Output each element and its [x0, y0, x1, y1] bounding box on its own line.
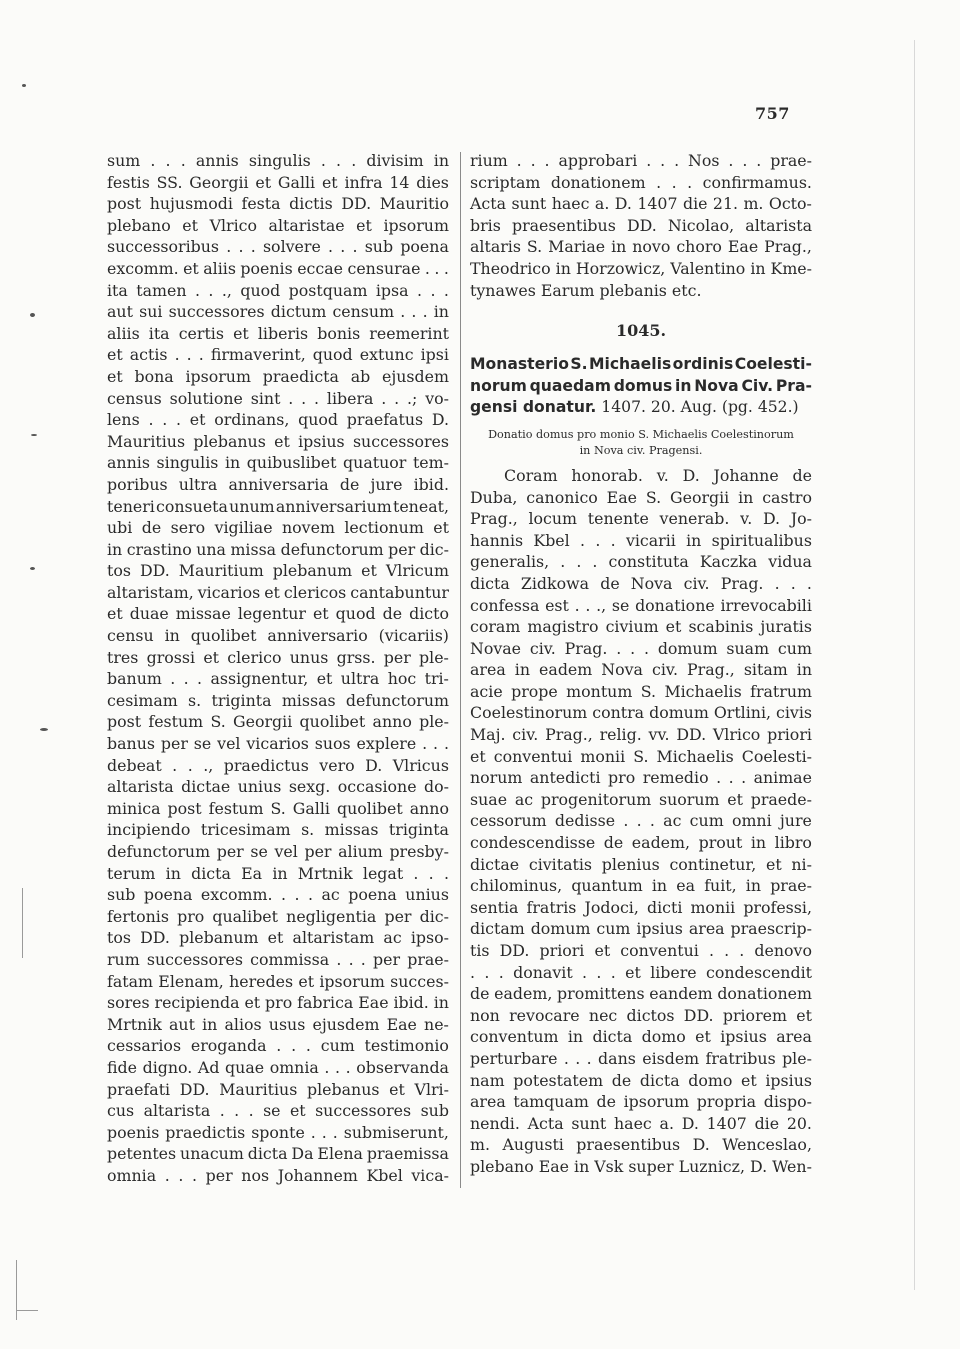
text-line: cessarios eroganda . . . cum testimonio — [107, 1036, 449, 1056]
text-line: et duae missae legentur et quod de dicto — [107, 604, 449, 624]
text-line: cesimam s. triginta missas defunctorum — [107, 690, 449, 710]
text-line: plebano Eae in Vsk super Luznicz, D. Wen- — [470, 1156, 812, 1176]
text-line: poribus ultra anniversaria de jure ibid. — [107, 474, 449, 494]
text-line: aliis ita certis et liberis bonis reemerint — [107, 323, 449, 343]
text-line: omnia . . . per nos Johannem Kbel vica- — [107, 1165, 449, 1185]
document-heading — [470, 354, 812, 419]
document-body — [470, 465, 812, 1178]
text-line: rum successores commissa . . . per prae- — [107, 949, 449, 969]
text-line: dicta Zidkowa de Nova civ. Prag. . . . — [470, 573, 812, 593]
text-line: Coelestinorum contra domum Ortlini, civis — [470, 703, 812, 723]
text-line: conventum in dicta domo et ipsius area — [470, 1027, 812, 1047]
text-line: in crastino una missa defunctorum per dic- — [107, 539, 449, 559]
text-line: cessorum dedisse . . . ac cum omni jure — [470, 811, 812, 831]
text-line: fertonis pro qualibet negligentia per dic- — [107, 906, 449, 926]
scan-edge-line — [914, 40, 915, 1290]
text-line: poenis praedictis sponte . . . submiserunt, — [107, 1122, 449, 1142]
column-divider — [460, 152, 461, 1188]
scan-edge-line — [16, 1260, 17, 1320]
summary-line: in Nova civ. Pragensi. — [579, 443, 703, 457]
text-line: nam potestatem de dicta domo et ipsius — [470, 1070, 812, 1090]
text-line: dictam domum cum ipsius area praescrip- — [470, 919, 812, 939]
text-line: norum antedicti pro remedio . . . animae — [470, 768, 812, 788]
text-line: et actis . . . firmaverint, quod extunc ipsi — [107, 345, 449, 365]
text-line: nendi. Acta sunt haec a. D. 1407 die 20. — [470, 1113, 812, 1133]
text-line: tis DD. priori et conventui . . . denovo — [470, 941, 812, 960]
scan-edge-line — [16, 1310, 38, 1311]
text-line: tos DD. Mauritium plebanum et Vlricum — [107, 561, 449, 581]
text-line: Coram honorab. v. D. Johanne de — [504, 465, 812, 485]
text-line: sentia fratris Jodoci, dicti monii professi, — [470, 897, 812, 917]
text-line: census solutione sint . . . libera . . .; vo- — [107, 388, 449, 408]
text-line: debeat . . ., praedictus vero D. Vlricus — [107, 755, 449, 775]
heading-bold-part: gensi donatur. — [470, 398, 597, 417]
text-line: altaris S. Mariae in novo choro Eae Prag., — [470, 237, 812, 257]
text-line: post hujusmodi festa dictis DD. Mauritio — [107, 194, 449, 214]
text-line: Novae civ. Prag. . . . domum suam cum — [470, 638, 812, 658]
heading-line: norum quaedam domus in Nova Civ. Pra- — [470, 376, 812, 395]
scan-speck — [30, 313, 35, 317]
text-line: Theodrico in Horzowicz, Valentino in Kme- — [470, 258, 812, 278]
text-line: sores recipienda et pro fabrica Eae ibid. in — [107, 993, 449, 1013]
page-number: 757 — [755, 104, 790, 123]
text-line: chilominus, quantum in ea fuit, in prae- — [470, 876, 812, 896]
text-line: Duba, canonico Eae S. Georgii in castro — [470, 487, 812, 507]
document-summary — [470, 427, 812, 459]
summary-line: Donatio domus pro monio S. Michaelis Coelestinorum — [488, 427, 794, 441]
text-line: successoribus . . . solvere . . . sub poena — [107, 237, 449, 257]
text-line: . . . donavit . . . et libere condescendit — [470, 962, 812, 982]
text-line: Maj. civ. Prag., relig. vv. DD. Vlrico priori — [470, 725, 812, 745]
text-line: excomm. et aliis poenis eccae censurae . . . — [107, 258, 449, 278]
text-line: sub poena excomm. . . . ac poena unius — [107, 885, 449, 905]
text-line: non revocare nec dictos DD. priorem et — [470, 1005, 812, 1025]
scan-speck — [30, 567, 35, 570]
document-number: 1045. — [615, 321, 667, 341]
text-line: fatam Elenam, heredes et ipsorum succes- — [107, 971, 449, 991]
text-line: m. Augusti praesentibus D. Wenceslao, — [470, 1135, 812, 1155]
text-line: defunctorum per se vel per alium presby- — [107, 842, 449, 861]
heading-line: Monasterio S. Michaelis ordinis Coelesti- — [470, 355, 812, 374]
scan-speck — [22, 84, 26, 87]
previous-document-ending — [470, 150, 812, 301]
text-line: de eadem, promittens eandem donationem — [470, 984, 812, 1004]
text-line: minica post festum S. Galli quolibet anno — [107, 798, 449, 818]
text-line: bris praesentibus DD. Nicolao, altarista — [470, 215, 812, 235]
text-line: festis SS. Georgii et Galli et infra 14 dies — [107, 172, 449, 192]
left-column — [107, 150, 449, 1187]
text-line: tos DD. plebanum et altaristam ac ipso- — [107, 928, 449, 948]
text-line: scriptam donationem . . . confirmamus. — [470, 172, 812, 192]
scan-speck — [40, 728, 48, 731]
text-line: sum . . . annis singulis . . . divisim in — [107, 151, 449, 170]
text-line: lens . . . et ordinans, quod praefatus D. — [107, 410, 449, 430]
text-line: generalis, . . . constituta Kaczka vidua — [470, 552, 812, 572]
text-line: altaristam, vicarios et clericos cantabuntur — [107, 582, 449, 602]
text-line: dictae civitatis plenius continetur, et ni- — [470, 854, 812, 874]
text-line: ubi de sero vigiliae novem lectionum et — [107, 518, 449, 538]
heading-date: 1407. 20. Aug. (pg. 452.) — [596, 398, 799, 417]
text-line: suae ac progenitorum suorum et praede- — [470, 789, 812, 809]
text-line: hannis Kbel . . . vicarii in spiritualibus — [470, 530, 812, 550]
text-line: ita tamen . . ., quod postquam ipsa . . . — [107, 280, 449, 300]
text-line: rium . . . approbari . . . Nos . . . prae- — [470, 151, 812, 170]
right-column — [470, 150, 812, 1178]
text-line: coram magistro civium et scabinis juratis — [470, 617, 812, 637]
text-line: Mauritius plebanus et ipsius successores — [107, 431, 449, 451]
text-line: cus altarista . . . se et successores sub — [107, 1101, 449, 1121]
text-line: confessa est . . ., se donatione irrevocabili — [470, 595, 812, 615]
text-line: et bona ipsorum praedicta ab ejusdem — [107, 366, 449, 386]
text-line: altarista dictae unius sexg. occasione do- — [107, 777, 449, 797]
text-line: petentes unacum dicta Da Elena praemissa — [107, 1144, 449, 1164]
text-line: et conventui monii S. Michaelis Coelesti- — [470, 746, 812, 766]
text-line: teneri consueta unum anniversarium teneat, — [107, 496, 449, 516]
text-line: area tamquam de ipsorum propria dispo- — [470, 1092, 812, 1112]
text-line: banum . . . assignentur, et ultra hoc tri- — [107, 669, 449, 689]
text-line: incipiendo tricesimam s. missas triginta — [107, 820, 449, 840]
scan-speck — [31, 434, 37, 436]
text-line: banus per se vel vicarios suos explere . . . — [107, 734, 449, 754]
text-line: Acta sunt haec a. D. 1407 die 21. m. Octo- — [470, 194, 812, 214]
text-line: tynawes Earum plebanis etc. — [470, 280, 702, 300]
text-line: Mrtnik aut in alios usus ejusdem Eae ne- — [107, 1014, 449, 1034]
scan-edge-line — [22, 888, 23, 958]
text-line: annis singulis in quibuslibet quatuor tem- — [107, 453, 449, 473]
text-line: perturbare . . . dans eisdem fratribus ple- — [470, 1048, 812, 1068]
text-line: acie prope montum S. Michaelis fratrum — [470, 681, 812, 701]
text-line: censu in quolibet anniversario (vicariis) — [107, 626, 449, 646]
text-line: tres grossi et clerico unus grss. per ple- — [107, 647, 449, 667]
text-line: Prag., locum tenente venerab. v. D. Jo- — [470, 509, 812, 529]
heading-line — [470, 397, 812, 419]
text-line: plebano et Vlrico altaristae et ipsorum — [107, 215, 449, 235]
text-line: area in eadem Nova civ. Prag., sitam in — [470, 660, 812, 680]
text-line: condescendisse de eadem, prout in libro — [470, 833, 812, 853]
text-line: post festum S. Georgii quolibet anno ple- — [107, 712, 449, 732]
text-line: fide digno. Ad quae omnia . . . observanda — [107, 1057, 449, 1077]
text-line: aut sui successores dictum censum . . . in — [107, 302, 449, 322]
text-line: terum in dicta Ea in Mrtnik legat . . . — [107, 863, 449, 883]
text-line: praefati DD. Mauritius plebanus et Vlri- — [107, 1079, 449, 1099]
